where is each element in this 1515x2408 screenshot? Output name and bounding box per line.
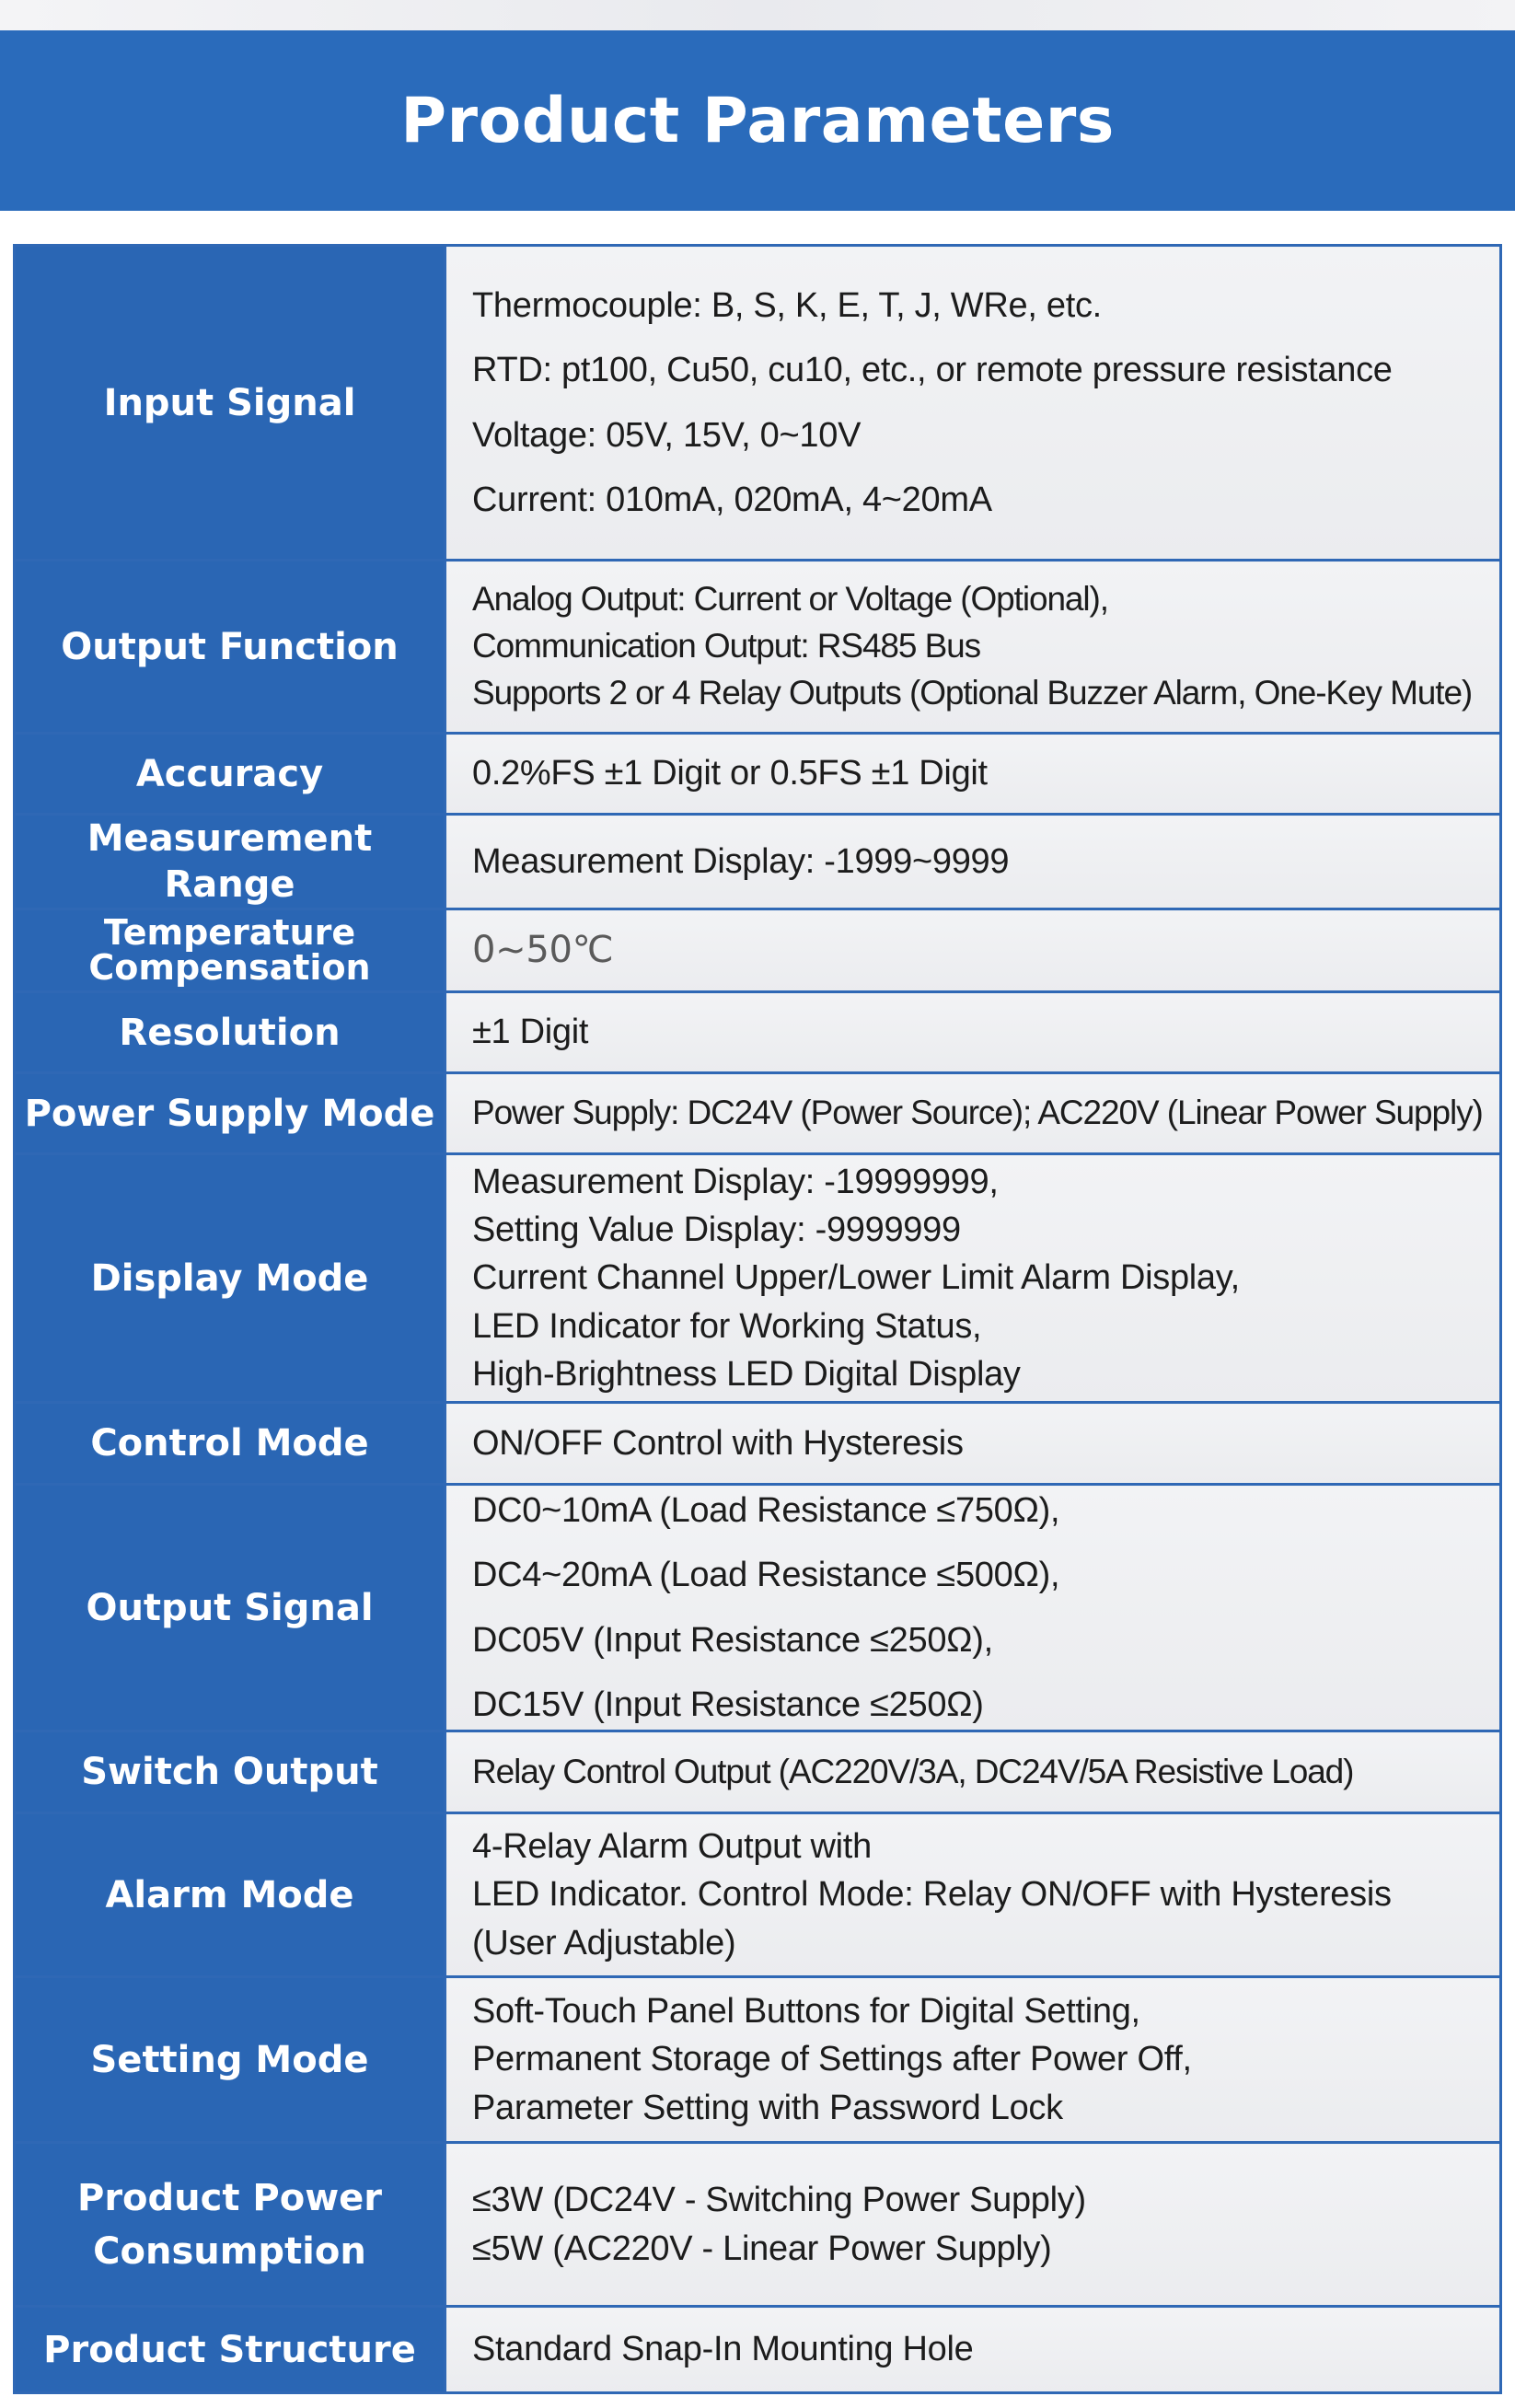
- table-row: [15, 1154, 1501, 1403]
- value-line: Power Supply: DC24V (Power Source); AC220V (Linear Power Supply): [472, 1094, 1483, 1132]
- row-label: Setting Mode: [15, 1977, 445, 2143]
- row-label: [15, 2143, 445, 2307]
- row-label: Display Mode: [15, 1154, 445, 1403]
- row-label: [15, 909, 445, 992]
- row-value: [445, 1977, 1501, 2143]
- value-line: Parameter Setting with Password Lock: [472, 2088, 1063, 2127]
- banner-gap: [0, 211, 1515, 244]
- row-label-line: Consumption: [93, 2229, 366, 2273]
- row-value: [445, 909, 1501, 992]
- value-line: Voltage: 05V, 15V, 0~10V: [472, 415, 862, 455]
- value-line: Setting Value Display: -9999999: [472, 1210, 961, 1250]
- row-label: Switch Output: [15, 1731, 445, 1813]
- table-row: [15, 246, 1501, 561]
- value-line: 0~50℃: [472, 929, 614, 972]
- value-line: Permanent Storage of Settings after Power Off,: [472, 2040, 1192, 2079]
- value-line: 4-Relay Alarm Output with: [472, 1827, 872, 1867]
- value-line: RTD: pt100, Cu50, cu10, etc., or remote pressure resistance: [472, 351, 1393, 390]
- table-row: [15, 2307, 1501, 2393]
- table-row: [15, 1485, 1501, 1731]
- row-label: Power Supply Mode: [15, 1073, 445, 1154]
- table-row: [15, 2143, 1501, 2307]
- row-label-line: Compensation: [88, 946, 371, 988]
- value-line: Measurement Display: -1999~9999: [472, 841, 1010, 881]
- value-line: Communication Output: RS485 Bus: [472, 627, 981, 666]
- row-value: [445, 1731, 1501, 1813]
- row-value: [445, 561, 1501, 734]
- row-label: Output Signal: [15, 1485, 445, 1731]
- row-value: [445, 1073, 1501, 1154]
- row-label: Output Function: [15, 561, 445, 734]
- table-row: [15, 1731, 1501, 1813]
- value-line: (User Adjustable): [472, 1923, 736, 1962]
- page-title: Product Parameters: [400, 84, 1115, 157]
- value-line: DC0~10mA (Load Resistance ≤750Ω),: [472, 1491, 1060, 1531]
- table-row: [15, 1813, 1501, 1977]
- row-value: [445, 2143, 1501, 2307]
- value-line: Analog Output: Current or Voltage (Optional),: [472, 580, 1108, 619]
- value-line: DC05V (Input Resistance ≤250Ω),: [472, 1620, 993, 1660]
- row-label: Alarm Mode: [15, 1813, 445, 1977]
- row-value: [445, 246, 1501, 561]
- row-label: Resolution: [15, 992, 445, 1073]
- value-line: High-Brightness LED Digital Display: [472, 1354, 1021, 1394]
- table-row: [15, 815, 1501, 909]
- row-label: Accuracy: [15, 734, 445, 815]
- value-line: Relay Control Output (AC220V/3A, DC24V/5A Resistive Load): [472, 1752, 1354, 1790]
- table-row: [15, 992, 1501, 1073]
- value-line: Soft-Touch Panel Buttons for Digital Setting,: [472, 1992, 1140, 2032]
- value-line: DC15V (Input Resistance ≤250Ω): [472, 1684, 984, 1724]
- value-line: LED Indicator. Control Mode: Relay ON/OFF with Hysteresis: [472, 1875, 1392, 1915]
- row-value: [445, 1154, 1501, 1403]
- value-line: 0.2%FS ±1 Digit or 0.5FS ±1 Digit: [472, 754, 988, 793]
- value-line: Supports 2 or 4 Relay Outputs (Optional Buzzer Alarm, One-Key Mute): [472, 673, 1473, 712]
- value-line: LED Indicator for Working Status,: [472, 1306, 982, 1346]
- title-banner: [0, 30, 1515, 211]
- row-value: [445, 734, 1501, 815]
- value-line: ≤3W (DC24V - Switching Power Supply): [472, 2181, 1086, 2220]
- value-line: DC4~20mA (Load Resistance ≤500Ω),: [472, 1556, 1060, 1595]
- row-label: Control Mode: [15, 1403, 445, 1485]
- row-value: [445, 992, 1501, 1073]
- value-line: Measurement Display: -19999999,: [472, 1163, 999, 1202]
- table-row: [15, 1403, 1501, 1485]
- value-line: Thermocouple: B, S, K, E, T, J, WRe, etc.: [472, 286, 1102, 326]
- table-row: [15, 561, 1501, 734]
- table-row: [15, 734, 1501, 815]
- value-line: ON/OFF Control with Hysteresis: [472, 1423, 964, 1463]
- row-value: [445, 1485, 1501, 1731]
- top-strip: [0, 0, 1515, 30]
- table-row: [15, 1977, 1501, 2143]
- row-value: [445, 815, 1501, 909]
- row-value: [445, 1403, 1501, 1485]
- table-row: [15, 909, 1501, 992]
- row-label-line: Product Power: [77, 2176, 382, 2219]
- value-line: Current Channel Upper/Lower Limit Alarm Display,: [472, 1258, 1240, 1298]
- row-label: Measurement Range: [15, 815, 445, 909]
- value-line: Standard Snap-In Mounting Hole: [472, 2330, 974, 2369]
- value-line: ±1 Digit: [472, 1013, 589, 1052]
- parameters-table: [13, 244, 1502, 2394]
- row-label: Input Signal: [15, 246, 445, 561]
- row-value: [445, 2307, 1501, 2393]
- table-row: [15, 1073, 1501, 1154]
- value-line: ≤5W (AC220V - Linear Power Supply): [472, 2229, 1052, 2268]
- row-label: Product Structure: [15, 2307, 445, 2393]
- row-value: [445, 1813, 1501, 1977]
- value-line: Current: 010mA, 020mA, 4~20mA: [472, 480, 992, 519]
- row-label-line: Temperature: [103, 912, 356, 954]
